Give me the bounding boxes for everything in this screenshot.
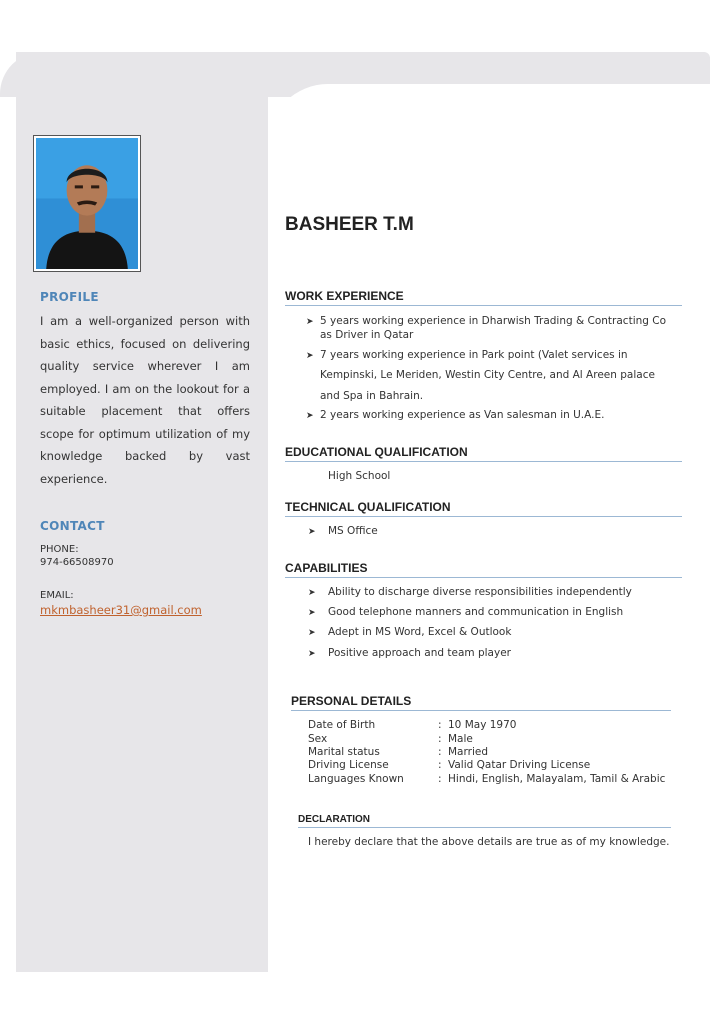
work-item-1: ➤ 5 years working experience in Dharwish Trading & Contracting Co	[306, 315, 667, 327]
declaration-text: I hereby declare that the above details are true as of my knowledge.	[308, 836, 670, 848]
work-experience-title: WORK EXPERIENCE	[285, 289, 682, 306]
sidebar-bottom-curve	[16, 900, 268, 972]
capability-item: ➤ Good telephone manners and communication in English	[308, 606, 624, 618]
arrow-bullet-icon: ➤	[308, 588, 316, 598]
arrow-bullet-icon: ➤	[306, 411, 314, 421]
arrow-bullet-icon: ➤	[306, 317, 314, 327]
phone-label: PHONE:	[40, 544, 79, 555]
work-item-2: ➤ 7 years working experience in Park point (Valet services in	[306, 349, 628, 361]
work-item-2-cont: Kempinski, Le Meriden, Westin City Centre, and Al Areen palace	[320, 369, 655, 381]
arrow-bullet-icon: ➤	[308, 628, 316, 638]
education-title: EDUCATIONAL QUALIFICATION	[285, 445, 682, 462]
capabilities-title: CAPABILITIES	[285, 561, 682, 578]
declaration-title: DECLARATION	[298, 814, 671, 828]
candidate-name: BASHEER T.M	[285, 214, 414, 235]
arrow-bullet-icon: ➤	[308, 608, 316, 618]
work-item-3: ➤ 2 years working experience as Van salesman in U.A.E.	[306, 409, 605, 421]
email-link[interactable]: mkmbasheer31@gmail.com	[40, 603, 202, 617]
profile-heading: PROFILE	[40, 290, 99, 304]
work-item-1-cont: as Driver in Qatar	[320, 329, 414, 341]
email-label: EMAIL:	[40, 590, 74, 601]
profile-photo	[33, 135, 141, 272]
technical-title: TECHNICAL QUALIFICATION	[285, 500, 682, 517]
personal-row-sex: Sex : Male	[308, 733, 473, 745]
capability-item: ➤ Positive approach and team player	[308, 647, 511, 659]
capability-item: ➤ Adept in MS Word, Excel & Outlook	[308, 626, 512, 638]
contact-heading: CONTACT	[40, 519, 105, 533]
personal-row-marital: Marital status : Married	[308, 746, 488, 758]
personal-row-dob: Date of Birth : 10 May 1970	[308, 719, 517, 731]
arrow-bullet-icon: ➤	[308, 649, 316, 659]
personal-row-languages: Languages Known : Hindi, English, Malayalam, Tamil & Arabic	[308, 773, 666, 785]
arrow-bullet-icon: ➤	[308, 527, 316, 537]
profile-text: I am a well-organized person with basic ethics, focused on delivering quality service wherever I am employed. I am on the lookout for a suitable placement that offers scope for optimum utilization of my knowledge backed by vast experience.	[40, 314, 250, 486]
phone-value: 974-66508970	[40, 557, 114, 568]
education-item: High School	[328, 470, 391, 482]
personal-row-license: Driving License : Valid Qatar Driving License	[308, 759, 591, 771]
person-photo-icon	[36, 138, 138, 269]
technical-item: ➤ MS Office	[308, 525, 378, 537]
arrow-bullet-icon: ➤	[306, 351, 314, 361]
work-item-2-cont2: and Spa in Bahrain.	[320, 390, 424, 402]
capability-item: ➤ Ability to discharge diverse responsibilities independently	[308, 586, 632, 598]
personal-details-title: PERSONAL DETAILS	[291, 694, 671, 711]
